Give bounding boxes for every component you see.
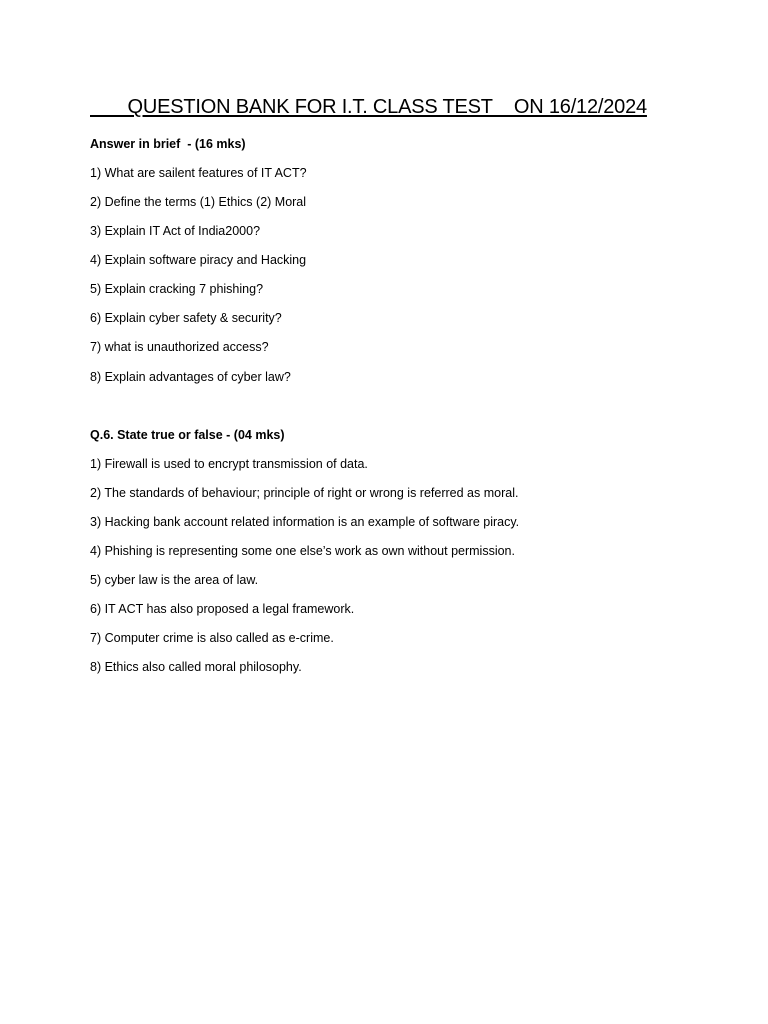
question-item: 5) Explain cracking 7 phishing? [90,282,264,296]
question-item: 7) what is unauthorized access? [90,340,269,354]
statement-item: 8) Ethics also called moral philosophy. [90,660,302,674]
page-title: QUESTION BANK FOR I.T. CLASS TEST ON 16/12/2024 [90,96,647,118]
question-item: 6) Explain cyber safety & security? [90,311,282,325]
statement-item: 1) Firewall is used to encrypt transmission of data. [90,457,368,471]
statement-item: 4) Phishing is representing some one else’s work as own without permission. [90,544,515,558]
statement-item: 3) Hacking bank account related information is an example of software piracy. [90,515,520,529]
question-item: 3) Explain IT Act of India2000? [90,224,261,238]
question-item: 4) Explain software piracy and Hacking [90,253,307,267]
question-item: 1) What are sailent features of IT ACT? [90,166,307,180]
statement-item: 7) Computer crime is also called as e-crime. [90,631,334,645]
section-heading-answer-in-brief: Answer in brief - (16 mks) [90,137,246,151]
statement-item: 5) cyber law is the area of law. [90,573,259,587]
statement-item: 2) The standards of behaviour; principle of right or wrong is referred as moral. [90,486,519,500]
question-item: 8) Explain advantages of cyber law? [90,370,291,384]
question-item: 2) Define the terms (1) Ethics (2) Moral [90,195,307,209]
statement-item: 6) IT ACT has also proposed a legal framework. [90,602,355,616]
section-heading-true-or-false: Q.6. State true or false - (04 mks) [90,428,285,442]
